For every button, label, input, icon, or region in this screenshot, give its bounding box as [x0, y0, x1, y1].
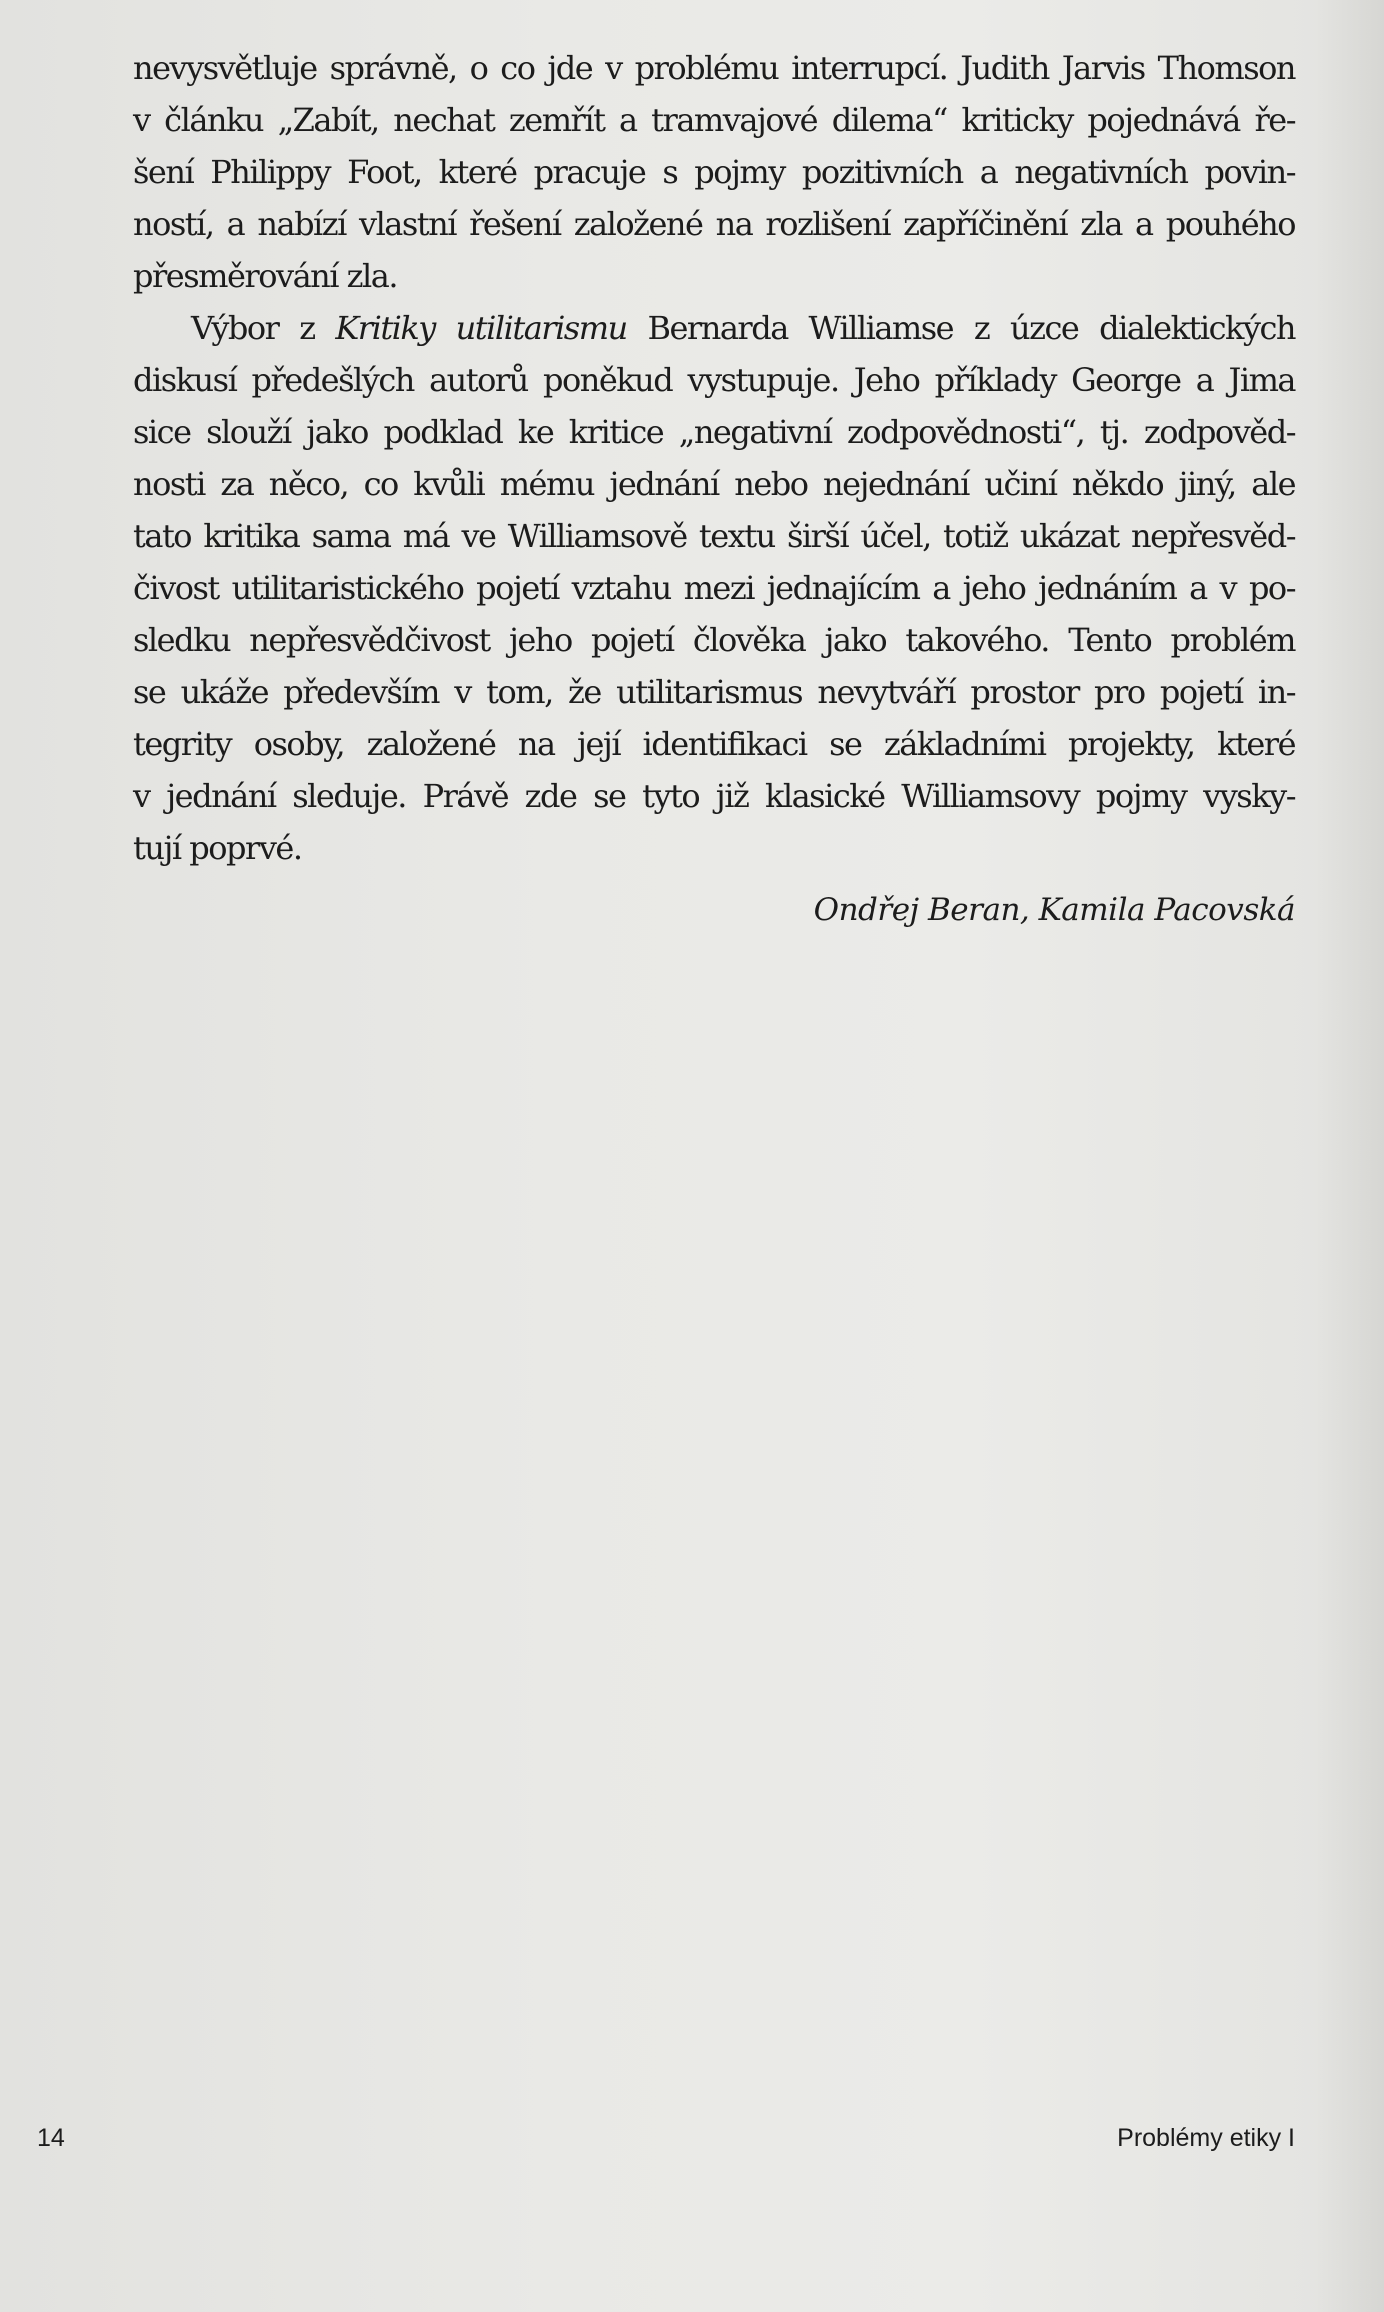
- text-segment: Výbor z: [191, 309, 336, 347]
- page-number: 14: [37, 2124, 65, 2152]
- text-segment: Bernarda Williamse z úzce dialektických: [626, 309, 1296, 347]
- text-line: sledku nepřesvědčivost jeho pojetí člověka jako takového. Tento problém: [133, 621, 1295, 659]
- text-line: čivost utilitaristického pojetí vztahu mezi jednajícím a jeho jednáním a v po-: [133, 569, 1295, 607]
- text-line: šení Philippy Foot, které pracuje s pojmy pozitivních a negativních povin-: [133, 153, 1295, 191]
- running-title: Problémy etiky I: [1117, 2124, 1295, 2152]
- author-signature: Ondřej Beran, Kamila Pacovská: [813, 892, 1295, 928]
- text-line: v jednání sleduje. Právě zde se tyto již klasické Williamsovy pojmy vysky-: [133, 777, 1295, 815]
- text-line: ností, a nabízí vlastní řešení založené na rozlišení zapříčinění zla a pouhého: [133, 205, 1295, 243]
- text-line: tato kritika sama má ve Williamsově textu širší účel, totiž ukázat nepřesvěd-: [133, 517, 1295, 555]
- text-line: sice slouží jako podklad ke kritice „negativní zodpovědnosti“, tj. zodpověd-: [133, 413, 1295, 451]
- paragraph-first-line: [133, 302, 1295, 354]
- text-line: tují poprvé.: [133, 829, 302, 867]
- book-title: Kritiky utilitarismu: [335, 309, 627, 347]
- text-line: nevysvětluje správně, o co jde v problému interrupcí. Judith Jarvis Thomson: [133, 49, 1295, 87]
- text-line: nosti za něco, co kvůli mému jednání nebo nejednání učiní někdo jiný, ale: [133, 465, 1295, 503]
- text-line: tegrity osoby, založené na její identifikaci se základními projekty, které: [133, 725, 1295, 763]
- text-line: diskusí předešlých autorů poněkud vystupuje. Jeho příklady George a Jima: [133, 361, 1295, 399]
- text-line: v článku „Zabít, nechat zemřít a tramvajové dilema“ kriticky pojednává ře-: [133, 101, 1295, 139]
- text-line: přesměrování zla.: [133, 257, 397, 295]
- body-text: [133, 42, 1295, 936]
- text-line: se ukáže především v tom, že utilitarismus nevytváří prostor pro pojetí in-: [133, 673, 1295, 711]
